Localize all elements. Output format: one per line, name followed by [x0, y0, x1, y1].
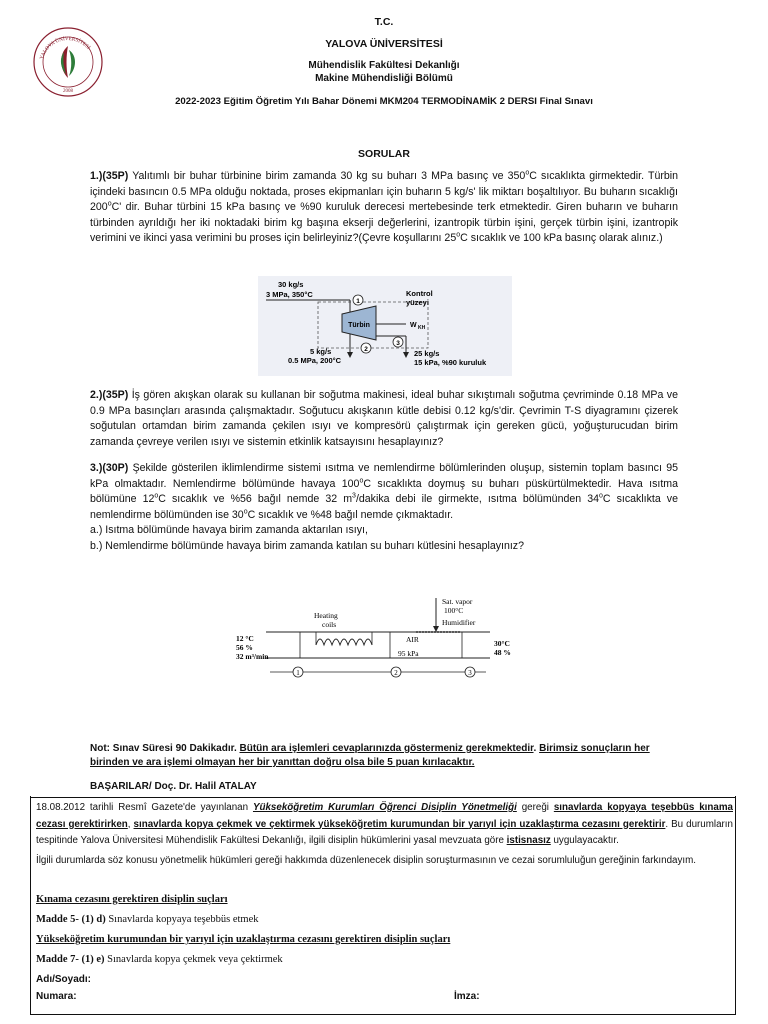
svg-text:yüzeyi: yüzeyi: [406, 298, 429, 307]
svg-text:5 kg/s: 5 kg/s: [310, 347, 332, 356]
svg-text:Kontrol: Kontrol: [406, 289, 433, 298]
reprimand-heading: Kınama cezasını gerektiren disiplin suçları: [36, 894, 228, 905]
svg-text:48 %: 48 %: [494, 648, 511, 657]
svg-text:coils: coils: [322, 620, 337, 629]
q2-label: 2.)(35P): [90, 389, 129, 401]
svg-text:3: 3: [396, 340, 400, 347]
header-tc: T.C.: [374, 16, 394, 28]
suspension-heading: Yükseköğretim kurumundan bir yarıyıl için uzaklaştırma cezasını gerektiren disiplin suçları: [36, 934, 451, 945]
question-1: 1.)(35P) Yalıtımlı bir buhar türbinine birim zamanda 30 kg su buharı 3 MPa basınç ve 350$^o$C sıcaklıkta girmektedir. Türbin içindeki basıncın 0.5 MPa olduğu noktada, proses ekipmanları için buharın 5 kg/s' lik miktarı boşaltılıyor. Bu buharın sıcaklığı 200$^o$C' dir. Buhar türbini 15 kPa basınç ve %90 kuruluk derecesi mertebesinde terk etmektedir. Giren buharın ve buharın türbinden ayrıldığı her iki noktadaki birim kg başına ekserji değerlerini, izantropik türbin işini, gerçek türbin işini, izantropik verimini ve ikinci yasa verimini bu proses için belirleyiniz?(Çevre koşullarını 25$^o$C sıcaklık ve 100 kPa basınç olarak alınız.): [90, 169, 678, 245]
svg-text:Sat. vapor: Sat. vapor: [442, 597, 473, 606]
acknowledgement-paragraph: İlgili durumlarda söz konusu yönetmelik hükümleri gereği hakkımda düzenlenecek disiplin soruşturmasının ve cezai sorumluluğun gereğinin farkındayım.: [36, 855, 696, 866]
signoff: BAŞARILAR/ Doç. Dr. Halil ATALAY: [90, 781, 257, 792]
svg-text:2: 2: [394, 669, 398, 677]
svg-text:100°C: 100°C: [444, 606, 464, 615]
svg-text:12 °C: 12 °C: [236, 634, 254, 643]
footer-box: [30, 796, 736, 1015]
svg-text:95 kPa: 95 kPa: [398, 649, 419, 658]
logo-year: 2008: [63, 89, 73, 94]
question-2: 2.)(35P) İş gören akışkan olarak su kullanan bir soğutma makinesi, ideal buhar sıkıştımalı soğutma çevriminde 0.18 MPa ve 0.9 MPa basınçları arasında çalışmaktadır. Soğutucu akışkanın kütle debisi 0.12 kg/s'dir. Çevrimin T-S diyagramını çizerek soğutulan ortamdan birim zamanda çekilen ısıyı ve kompresörü çalıştırmak için gereken gücü, yoğuşturucudan birim zamanda çevreye verilen ısıyı ve sistemin etkinlik katsayısını hesaplayınız?: [90, 389, 678, 448]
question-3: 3.)(30P) Şekilde gösterilen iklimlendirme sistemi ısıtma ve nemlendirme bölümlerinden oluşup, sistemin toplam basıncı 95 kPa olmaktadır. Nemlendirme bölümünde havaya 100$^o$C sıcaklıkta doymuş su buharı püskürtülmektedir. Hava ısıtma bölümüne 12$^o$C sıcaklık ve %56 bağıl nemde 32 $m^3$/dakika debi ile girmekte, ısıtma bölümünden 34$^o$C sıcaklıkta ve nemlendirme bölümünden ise 30$^o$C sıcaklık ve %48 bağıl nemde çıkmaktadır. a.) Isıtma bölümünde havaya birim zamanda aktarılan ısıyı, b.) Nemlendirme bölümünde havaya birim zamanda katılan su buharı kütlesini hesaplayınız?: [90, 461, 678, 555]
svg-text:Türbin: Türbin: [348, 322, 370, 329]
article-5: Madde 5- (1) d) Sınavlarda kopyaya teşebbüs etmek: [36, 914, 259, 925]
svg-text:KH: KH: [418, 325, 426, 331]
svg-text:0.5 MPa, 200°C: 0.5 MPa, 200°C: [288, 356, 342, 365]
svg-text:32 m³/min: 32 m³/min: [236, 652, 269, 661]
header-department: Makine Mühendisliği Bölümü: [315, 73, 453, 84]
discipline-paragraph: 18.08.2012 tarihli Resmî Gazete'de yayınlanan Yükseköğretim Kurumları Öğrenci Disiplin Yönetmeliği gereği sınavlarda kopyaya teşebbüs kınama cezası gerektirirken, sınavlarda kopya çekmek ve çektirmek yükseköğretim kurumundan bir yarıyıl için uzaklaştırma cezasını gerektirir. Bu durumların tespitinde Yalova Üniversitesi Mühendislik Fakültesi Dekanlığı, ilgili disiplin hükümlerini yasal mevzuata göre istisnasız uygulayacaktır.: [36, 802, 733, 846]
svg-text:1: 1: [356, 298, 360, 305]
svg-text:2: 2: [364, 346, 368, 353]
header-faculty: Mühendislik Fakültesi Dekanlığı: [308, 60, 460, 71]
logo-ring-text: YALOVA ÜNİVERSİTESİ: [38, 35, 92, 61]
svg-text:30 kg/s: 30 kg/s: [278, 280, 304, 289]
q3-part-b: b.) Nemlendirme bölümünde havaya birim zamanda katılan su buharı kütlesini hesaplayınız?: [90, 539, 524, 552]
name-field-label: Adı/Soyadı:: [36, 974, 92, 985]
q3-label: 3.)(30P): [90, 462, 129, 474]
svg-text:W: W: [410, 322, 417, 329]
svg-text:1: 1: [296, 669, 300, 677]
svg-text:3 MPa, 350°C: 3 MPa, 350°C: [266, 290, 313, 299]
svg-text:30°C: 30°C: [494, 639, 510, 648]
article-7: Madde 7- (1) e) Sınavlarda kopya çekmek veya çektirmek: [36, 954, 283, 965]
number-field-label: Numara:: [36, 991, 77, 1002]
questions-title: SORULAR: [358, 148, 410, 160]
svg-text:3: 3: [468, 669, 472, 677]
signature-field-label: İmza:: [454, 991, 480, 1002]
header-university: YALOVA ÜNİVERSİTESİ: [325, 38, 443, 50]
air-conditioning-figure: [230, 592, 530, 684]
turbine-figure: [258, 276, 512, 376]
svg-text:AIR: AIR: [406, 635, 419, 644]
exam-note: Not: Sınav Süresi 90 Dakikadır. Bütün ara işlemleri cevaplarınızda göstermeniz gerekmektedir. Birimsiz sonuçların her birinden ve ara işlemi olmayan her bir yanıttan doğru olsa bile 5 puan kırılacaktır.: [90, 743, 650, 768]
svg-text:Heating: Heating: [314, 611, 338, 620]
svg-text:15 kPa, %90 kuruluk: 15 kPa, %90 kuruluk: [414, 358, 487, 367]
svg-text:56 %: 56 %: [236, 643, 253, 652]
svg-text:Humidifier: Humidifier: [442, 618, 476, 627]
exam-title: 2022-2023 Eğitim Öğretim Yılı Bahar Dönemi MKM204 TERMODİNAMİK 2 DERSI Final Sınavı: [175, 96, 593, 107]
q3-part-a: a.) Isıtma bölümünde havaya birim zamanda aktarılan ısıyı,: [90, 524, 368, 537]
q1-label: 1.)(35P): [90, 170, 129, 182]
svg-text:25 kg/s: 25 kg/s: [414, 349, 440, 358]
